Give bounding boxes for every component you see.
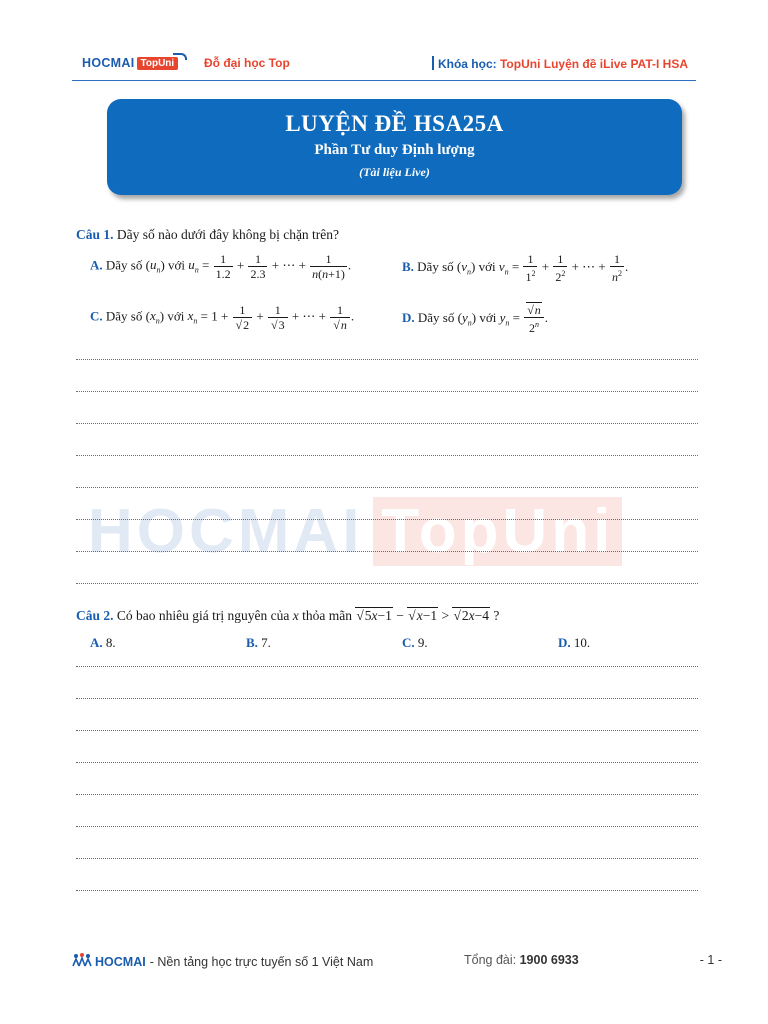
option-value: 10.	[573, 635, 591, 650]
course-prefix: Khóa học:	[437, 57, 497, 71]
option-label: D.	[558, 635, 571, 650]
watermark	[88, 496, 622, 567]
answer-line[interactable]	[76, 583, 698, 584]
answer-line[interactable]	[76, 730, 698, 731]
footer-logo-text: HOCMAI	[95, 954, 146, 969]
hotline-number: 1900 6933	[519, 953, 579, 967]
footer-hotline	[464, 953, 579, 967]
banner-title: LUYỆN ĐỀ HSA25A	[285, 111, 504, 136]
option-label: D.	[402, 309, 415, 325]
answer-line[interactable]	[76, 359, 698, 360]
footer-tagline: - Nền tảng học trực tuyến số 1 Việt Nam	[149, 954, 374, 969]
watermark-main: HOCMAI	[88, 497, 364, 566]
q1-option-b[interactable]: B. Dãy số $(v_n)$ với $v_n$ = $\frac{1}{1^2}$ + $\frac{1}{2^2}$ + ⋯ + $\frac{1}{n^2}$ .	[402, 252, 629, 284]
answer-line[interactable]	[76, 423, 698, 424]
option-with: với	[478, 258, 496, 274]
footer-brand	[72, 953, 373, 970]
q2-option-d[interactable]	[558, 635, 590, 651]
question-2-label: Câu 2.	[76, 608, 114, 623]
question-2: Câu 2. Có bao nhiêu giá trị nguyên của x thỏa mãn √ 5x−1 − √ x−1 > √ 2x−4 ?	[76, 608, 499, 624]
answer-line[interactable]	[76, 666, 698, 667]
option-text: Dãy số	[417, 309, 455, 325]
header-divider	[72, 80, 696, 81]
answer-line[interactable]	[76, 519, 698, 520]
question-1	[76, 227, 339, 243]
option-label: C.	[90, 308, 103, 324]
answer-line[interactable]	[76, 698, 698, 699]
option-text: Dãy số	[105, 257, 143, 273]
question-1-text: Dãy số nào dưới đây không bị chặn trên?	[116, 227, 340, 242]
option-value: 8.	[105, 635, 116, 650]
option-with: với	[479, 309, 497, 325]
q2-option-b[interactable]	[246, 635, 271, 651]
banner-subtitle: Phần Tư duy Định lượng	[314, 142, 475, 158]
answer-line[interactable]	[76, 858, 698, 859]
option-value: 7.	[261, 635, 271, 650]
answer-line[interactable]	[76, 794, 698, 795]
q1-option-c[interactable]: C. Dãy số $(x_n)$ với $x_n = 1$ + 1 √ 2 + 1 √ 3 + ⋯ + 1 √ n .	[90, 303, 354, 332]
option-label: B.	[246, 635, 258, 650]
question-2-text-end: ?	[493, 608, 500, 623]
answer-line[interactable]	[76, 391, 698, 392]
question-2-text: Có bao nhiêu giá trị nguyên của	[116, 608, 290, 623]
page-header	[72, 52, 696, 78]
q2-option-c[interactable]	[402, 635, 428, 651]
q2-option-a[interactable]	[90, 635, 116, 651]
option-with: với	[168, 257, 186, 273]
option-label: A.	[90, 257, 103, 273]
answer-line[interactable]	[76, 487, 698, 488]
answer-line[interactable]	[76, 551, 698, 552]
hocmai-figures-icon	[72, 953, 92, 970]
q1-option-a[interactable]: A. Dãy số $(u_n)$ với $u_n$ = $\frac{1}{1.2}$ + $\frac{1}{2.3}$ + ⋯ + $\frac{1}{n(n+1)}$ .	[90, 252, 352, 281]
option-value: 9.	[417, 635, 428, 650]
watermark-badge: TopUni	[373, 497, 622, 566]
logo-badge: TopUni	[137, 57, 179, 70]
q1-option-d[interactable]: D. Dãy số $(y_n)$ với $y_n$ = √ $\frac{n}{2^n}$ .	[402, 303, 548, 335]
answer-line[interactable]	[76, 890, 698, 891]
title-banner	[107, 99, 682, 195]
banner-note: (Tài liệu Live)	[359, 165, 430, 179]
hotline-label: Tổng đài:	[464, 953, 517, 967]
header-slogan: Đỗ đại học Top	[204, 56, 290, 70]
question-2-text-mid: thỏa mãn	[302, 608, 352, 623]
option-label: A.	[90, 635, 103, 650]
hocmai-topuni-logo	[82, 56, 178, 70]
answer-line[interactable]	[76, 762, 698, 763]
course-name: TopUni Luyện đề iLive PAT-I HSA	[499, 57, 688, 71]
answer-line[interactable]	[76, 455, 698, 456]
option-text: Dãy số	[105, 308, 143, 324]
option-label: B.	[402, 258, 414, 274]
option-text: Dãy số	[417, 258, 454, 274]
page-number: - 1 -	[699, 953, 722, 967]
option-with: với	[167, 308, 185, 324]
logo-text: HOCMAI	[82, 56, 135, 70]
option-label: C.	[402, 635, 415, 650]
question-1-label: Câu 1.	[76, 227, 114, 242]
answer-line[interactable]	[76, 826, 698, 827]
course-title	[432, 56, 688, 71]
divider-bar	[432, 56, 434, 70]
